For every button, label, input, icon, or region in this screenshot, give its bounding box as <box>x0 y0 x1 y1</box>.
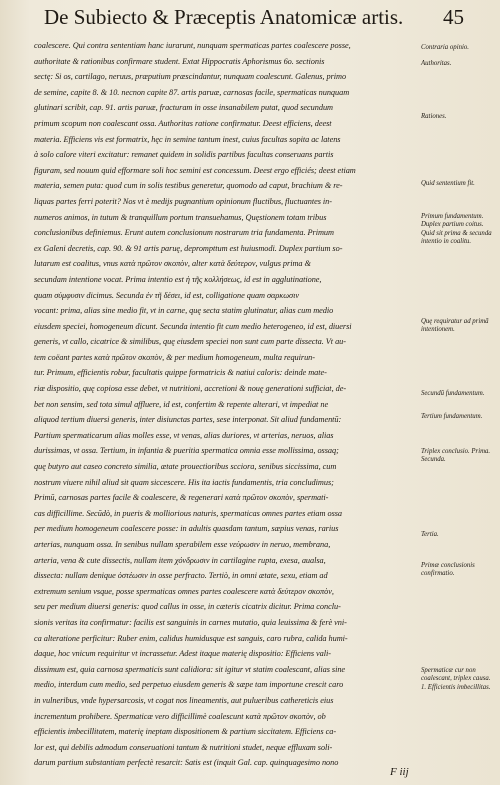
text-line: riæ dispositio, quę copiosa esse debet, vt nutritioni, accretioni & nouę generationi sufficiat, de- <box>34 384 347 394</box>
text-line: authoritate & rationibus confirmare student. Extat Hippocratis Aphorismus 6o. sectionis <box>34 56 325 66</box>
text-line: Primū, carnosas partes facile & coalescere, & regenerari κατὰ πρῶτον σκοπὸν, spermati- <box>34 493 329 503</box>
text-line: durissimas, vt ossa. Tertium, in infantia & pueritia spermatica omnia esse mollissima, ossaq; <box>34 446 339 456</box>
text-line: generis, vt callo, cicatrice & similibus, quę eiusdem speciei non sunt cum parte dissecta. Vt au- <box>34 337 346 347</box>
margin-note: Triplex conclusio. Prima. Secunda. <box>421 448 491 464</box>
margin-note: Contraria opinio. <box>421 44 469 51</box>
text-line: per medium homogeneum coalescere posse: in adultis quasdam tantum, sæpius venas, rarius <box>34 524 339 534</box>
margin-note: Rationes. <box>421 113 447 120</box>
text-line: tem coëant partes κατὰ πρῶτον σκοπὸν, & per medium homogeneum, multa requirun- <box>34 352 315 362</box>
running-header <box>44 2 464 32</box>
text-line: extremum senium vsque, posse spermaticas omnes partes coalescere κατὰ δεύτερον σκοπὸν, <box>34 586 334 596</box>
margin-note: Quę requiratur ad primā intentionem. <box>421 318 489 334</box>
text-line: primum scopum non coalescant ossa. Authoritas ratione confirmatur. Deest efficiens, deest <box>34 118 332 128</box>
text-line: in vulneribus, vnde hypersarcosis, vt cogat nos lineamentis, aut pulueribus cathereticis eius <box>34 695 334 705</box>
text-line: cas difficillime. Secūdò, in pueris & molliorious naturis, spermaticas omnes partes etiam ossa <box>34 508 343 518</box>
running-title: De Subiecto & Præceptis Anatomicæ artis. <box>44 5 404 29</box>
text-line: lutarum est coalitus, vnus κατὰ πρῶτον σκοπὸν, alter κατὰ δεύτερον, vulgus prima & <box>34 259 311 269</box>
text-line: quam σύμφυσιν dicimus. Secunda ἐν τῆ δέσει, id est, colligatione quam σαρκωσιν <box>34 290 299 300</box>
text-line: aliquod tertium diuersi generis, inter disiunctas partes, sese interponat. Sit aliud fundamentū: <box>34 415 342 425</box>
text-line: seu per medium diuersi generis: quod callus in osse, in cæteris cicatrix dicitur. Prima conclu- <box>34 602 341 612</box>
text-line: ca alteratione perficitur: Ruber enim, calidus humidusque est sanguis, caro rubra, calida humi- <box>34 633 348 643</box>
main-text-column <box>34 38 414 771</box>
text-line: tur. Primum, efficientis robur, facultatis quippe formatricis & natiui caloris: deinde mate- <box>34 368 327 378</box>
text-line: vocant: prima, alias sine medio fit, vt in carne, quę secta statim glutinatur, alias cum medio <box>34 306 334 316</box>
margin-note: Secundū fundamentum. <box>421 390 485 397</box>
text-line: arteria, vena & cute dissectis, nullam item χόνδρωσιν in cartilagine rupta, exesa, aualsa, <box>34 555 326 565</box>
text-line: materia, semen puta: quod cum in solis testibus generetur, quomodo ad caput, brachium & re- <box>34 181 343 191</box>
text-line: medio, interdum cum medio, sed perpetuo eiusdem generis & sæpe tam importune crescit caro <box>34 680 344 690</box>
text-line: liquas partes ferri poterit? Nos vt è medijs pugnantium opinionum fluctibus, fluctuantes in- <box>34 196 332 206</box>
text-line: Partium spermaticarum alias molles esse, vt venas, alias duriores, vt arterias, neruos, alias <box>34 430 334 440</box>
margin-note: Primum fundamentum. Duplex partium coitus. Quid sit prima & secunda intentio in coalitu. <box>421 213 492 246</box>
text-line: dissecta: nullam denique ὀστέωσιν in osse perfracto. Tertiò, in omni ætate, sexu, etiam ad <box>34 571 328 581</box>
margin-note: Tertia. <box>421 531 439 538</box>
text-line: arterias, nunquam ossa. In senibus nullam sperabilem esse νεύρωσιν in neruo, membrana, <box>34 540 331 549</box>
text-line: figuram, sed nouum quid efformare soli hoc semini est concessum. Deest ergo efficiés; deest etiam <box>34 165 356 175</box>
text-line: sionis veritas ita confirmatur: facilis est sanguinis in carnes mutatio, quia leuissima & ferè vni- <box>34 617 347 627</box>
text-line: eiusdem speciei, homogeneum dicunt. Secunda intentio fit cum medio heterogeneo, id est, diuersi <box>34 321 352 331</box>
page-number: 45 <box>443 5 464 29</box>
text-line: secundam intentione vocat. Prima intentio est ἡ τῆς κολλήσεως, id est in agglutinatione, <box>34 274 322 284</box>
text-line: dissimum est, quia carnosa spermaticis sunt calidiora: sit igitur vt statim coalescant, alias sine <box>34 664 346 674</box>
text-line: numeros animos, in tutum & tranquillum portum transuehamus, Quęstionem totam tribus <box>34 212 327 222</box>
text-line: de semine, capite 8. & 10. necnon capite 87. artis paruæ, carnosas facile, spermaticas nunquam <box>34 87 350 97</box>
text-line: incrementum prohibere. Spermaticæ vero difficillimè coalescunt κατὰ πρῶτον σκοπὸν, ob <box>34 711 326 721</box>
text-line: lor est, qui debilis admodum conseruationi tantum & nutritioni studet, neque effluxam soli- <box>34 742 333 752</box>
text-line: sectę: Si os, cartilago, neruus, præputium præscindantur, nunquam coalescunt. Galenus, primo <box>34 72 347 82</box>
text-line: conclusionibus definiemus. Erunt autem conclusionum nostrarum tria fundamenta. Primum <box>34 228 334 238</box>
margin-note: Authoritas. <box>421 60 452 67</box>
text-line: nostrum viuere nihil aliud sit quam siccescere. His ita iactis fundamentis, tria concludimus; <box>34 477 334 487</box>
text-line: efficientis imbecillitatem, materię ineptam dispositionem & partium siccitatem. Efficiens ca- <box>34 727 337 737</box>
text-line: ex Galeni decretis, cap. 90. & 91 artis paruę, deprompttum est huiusmodi. Duplex partium so- <box>34 243 343 253</box>
text-line: bet non sensim, sed tota simul affluere, id est, confertim & repente alterari, vt impediat ne <box>34 399 329 409</box>
text-line: coalescere. Qui contra sententiam hanc iurarunt, nunquam spermaticas partes coalescere posse, <box>34 41 351 50</box>
text-line: à solo calore viteri excitatur: remanet quidem in solidis partibus facultas conseruans partis <box>34 150 334 160</box>
margin-note: Primæ conclusionis confirmatio. <box>421 562 475 578</box>
text-line: quę butyro aut caseo concreto similia, ætate prouectioribus scciora, senibus siccissima, cum <box>34 462 337 472</box>
signature-mark: F iij <box>390 766 409 778</box>
text-line: darum partium substantiam perfectè resarcit: Satis est (inquit Gal. cap. quinquagesimo nono <box>34 758 339 768</box>
margin-note: Tertium fundamentum. <box>421 413 483 420</box>
margin-note: Quid sententium fit. <box>421 180 475 187</box>
text-line: materia. Efficiens vis est formatrix, hęc in semine tantum inest, cuius facultas sopita ac latens <box>34 134 341 144</box>
margin-note: Spermaticæ cur non coalescant, triplex causa. 1. Efficientis imbecillitas. <box>421 667 491 691</box>
text-line: glutinari scribit, cap. 91. artis paruæ, fracturam in osse insanabilem putat, quod secundum <box>34 103 333 113</box>
text-line: daque, hoc vnicum requiritur vt incrassetur. Adest itaque materię dispositio: Efficiens vali- <box>34 649 331 659</box>
